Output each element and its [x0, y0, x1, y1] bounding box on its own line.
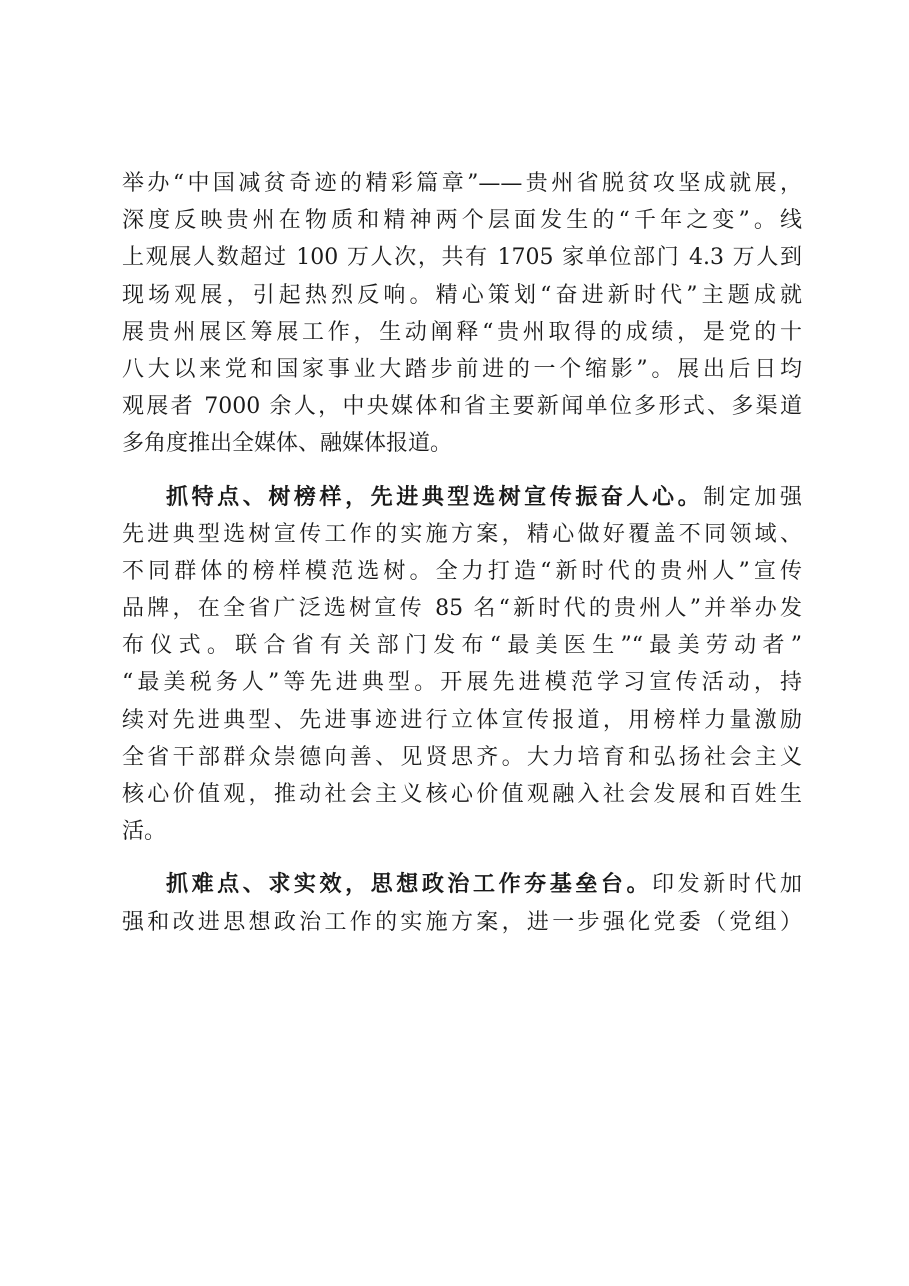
text-line: 强和改进思想政治工作的实施方案，进一步强化党委（党组） [122, 909, 802, 935]
text-line: 续对先进典型、先进事迹进行立体宣传报道，用榜样力量激励 [122, 707, 802, 733]
text-line: 展贵州展区筹展工作，生动阐释“贵州取得的成绩，是党的十 [122, 319, 802, 345]
text-line: 品牌，在全省广泛选树宣传 85 名“新时代的贵州人”并举办发 [122, 596, 802, 622]
paragraph-role-models [122, 479, 802, 851]
text-line [122, 866, 802, 903]
text-line [122, 479, 802, 516]
paragraph-heading: 抓特点、树榜样，先进典型选树宣传振奋人心。 [166, 484, 704, 510]
text-line: 深度反映贵州在物质和精神两个层面发生的“千年之变”。线 [122, 208, 802, 234]
text-line: 布仪式。联合省有关部门发布“最美医生”“最美劳动者” [122, 633, 802, 659]
paragraph-exhibition [122, 165, 802, 463]
text-line: 八大以来党和国家事业大踏步前进的一个缩影”。展出后日均 [122, 356, 802, 382]
paragraph-spacing [122, 850, 802, 866]
text-line: 观展者 7000 余人，中央媒体和省主要新闻单位多形式、多渠道 [122, 394, 802, 420]
text-run: 制定加强 [703, 484, 802, 510]
text-line: 现场观展，引起热烈反响。精心策划“奋进新时代”主题成就 [122, 282, 802, 308]
text-line: 全省干部群众崇德向善、见贤思齐。大力培育和弘扬社会主义 [122, 744, 802, 770]
text-line: 举办“中国减贫奇迹的精彩篇章”——贵州省脱贫攻坚成就展， [122, 171, 802, 196]
paragraph-spacing [122, 463, 802, 479]
text-line: 活。 [122, 819, 167, 845]
paragraph-heading: 抓难点、求实效，思想政治工作夯基垒台。 [166, 872, 653, 898]
text-line: 上观展人数超过 100 万人次，共有 1705 家单位部门 4.3 万人到 [122, 245, 802, 271]
text-line: “最美税务人”等先进典型。开展先进模范学习宣传活动，持 [122, 670, 802, 696]
paragraph-ideological-work [122, 866, 802, 940]
text-line: 不同群体的榜样模范选树。全力打造“新时代的贵州人”宣传 [122, 558, 802, 584]
text-line: 先进典型选树宣传工作的实施方案，精心做好覆盖不同领域、 [122, 521, 802, 547]
text-line: 核心价值观，推动社会主义核心价值观融入社会发展和百姓生 [122, 782, 802, 807]
document-body [122, 165, 802, 941]
text-run: 印发新时代加 [652, 872, 802, 898]
text-line: 多角度推出全媒体、融媒体报道。 [122, 431, 453, 457]
